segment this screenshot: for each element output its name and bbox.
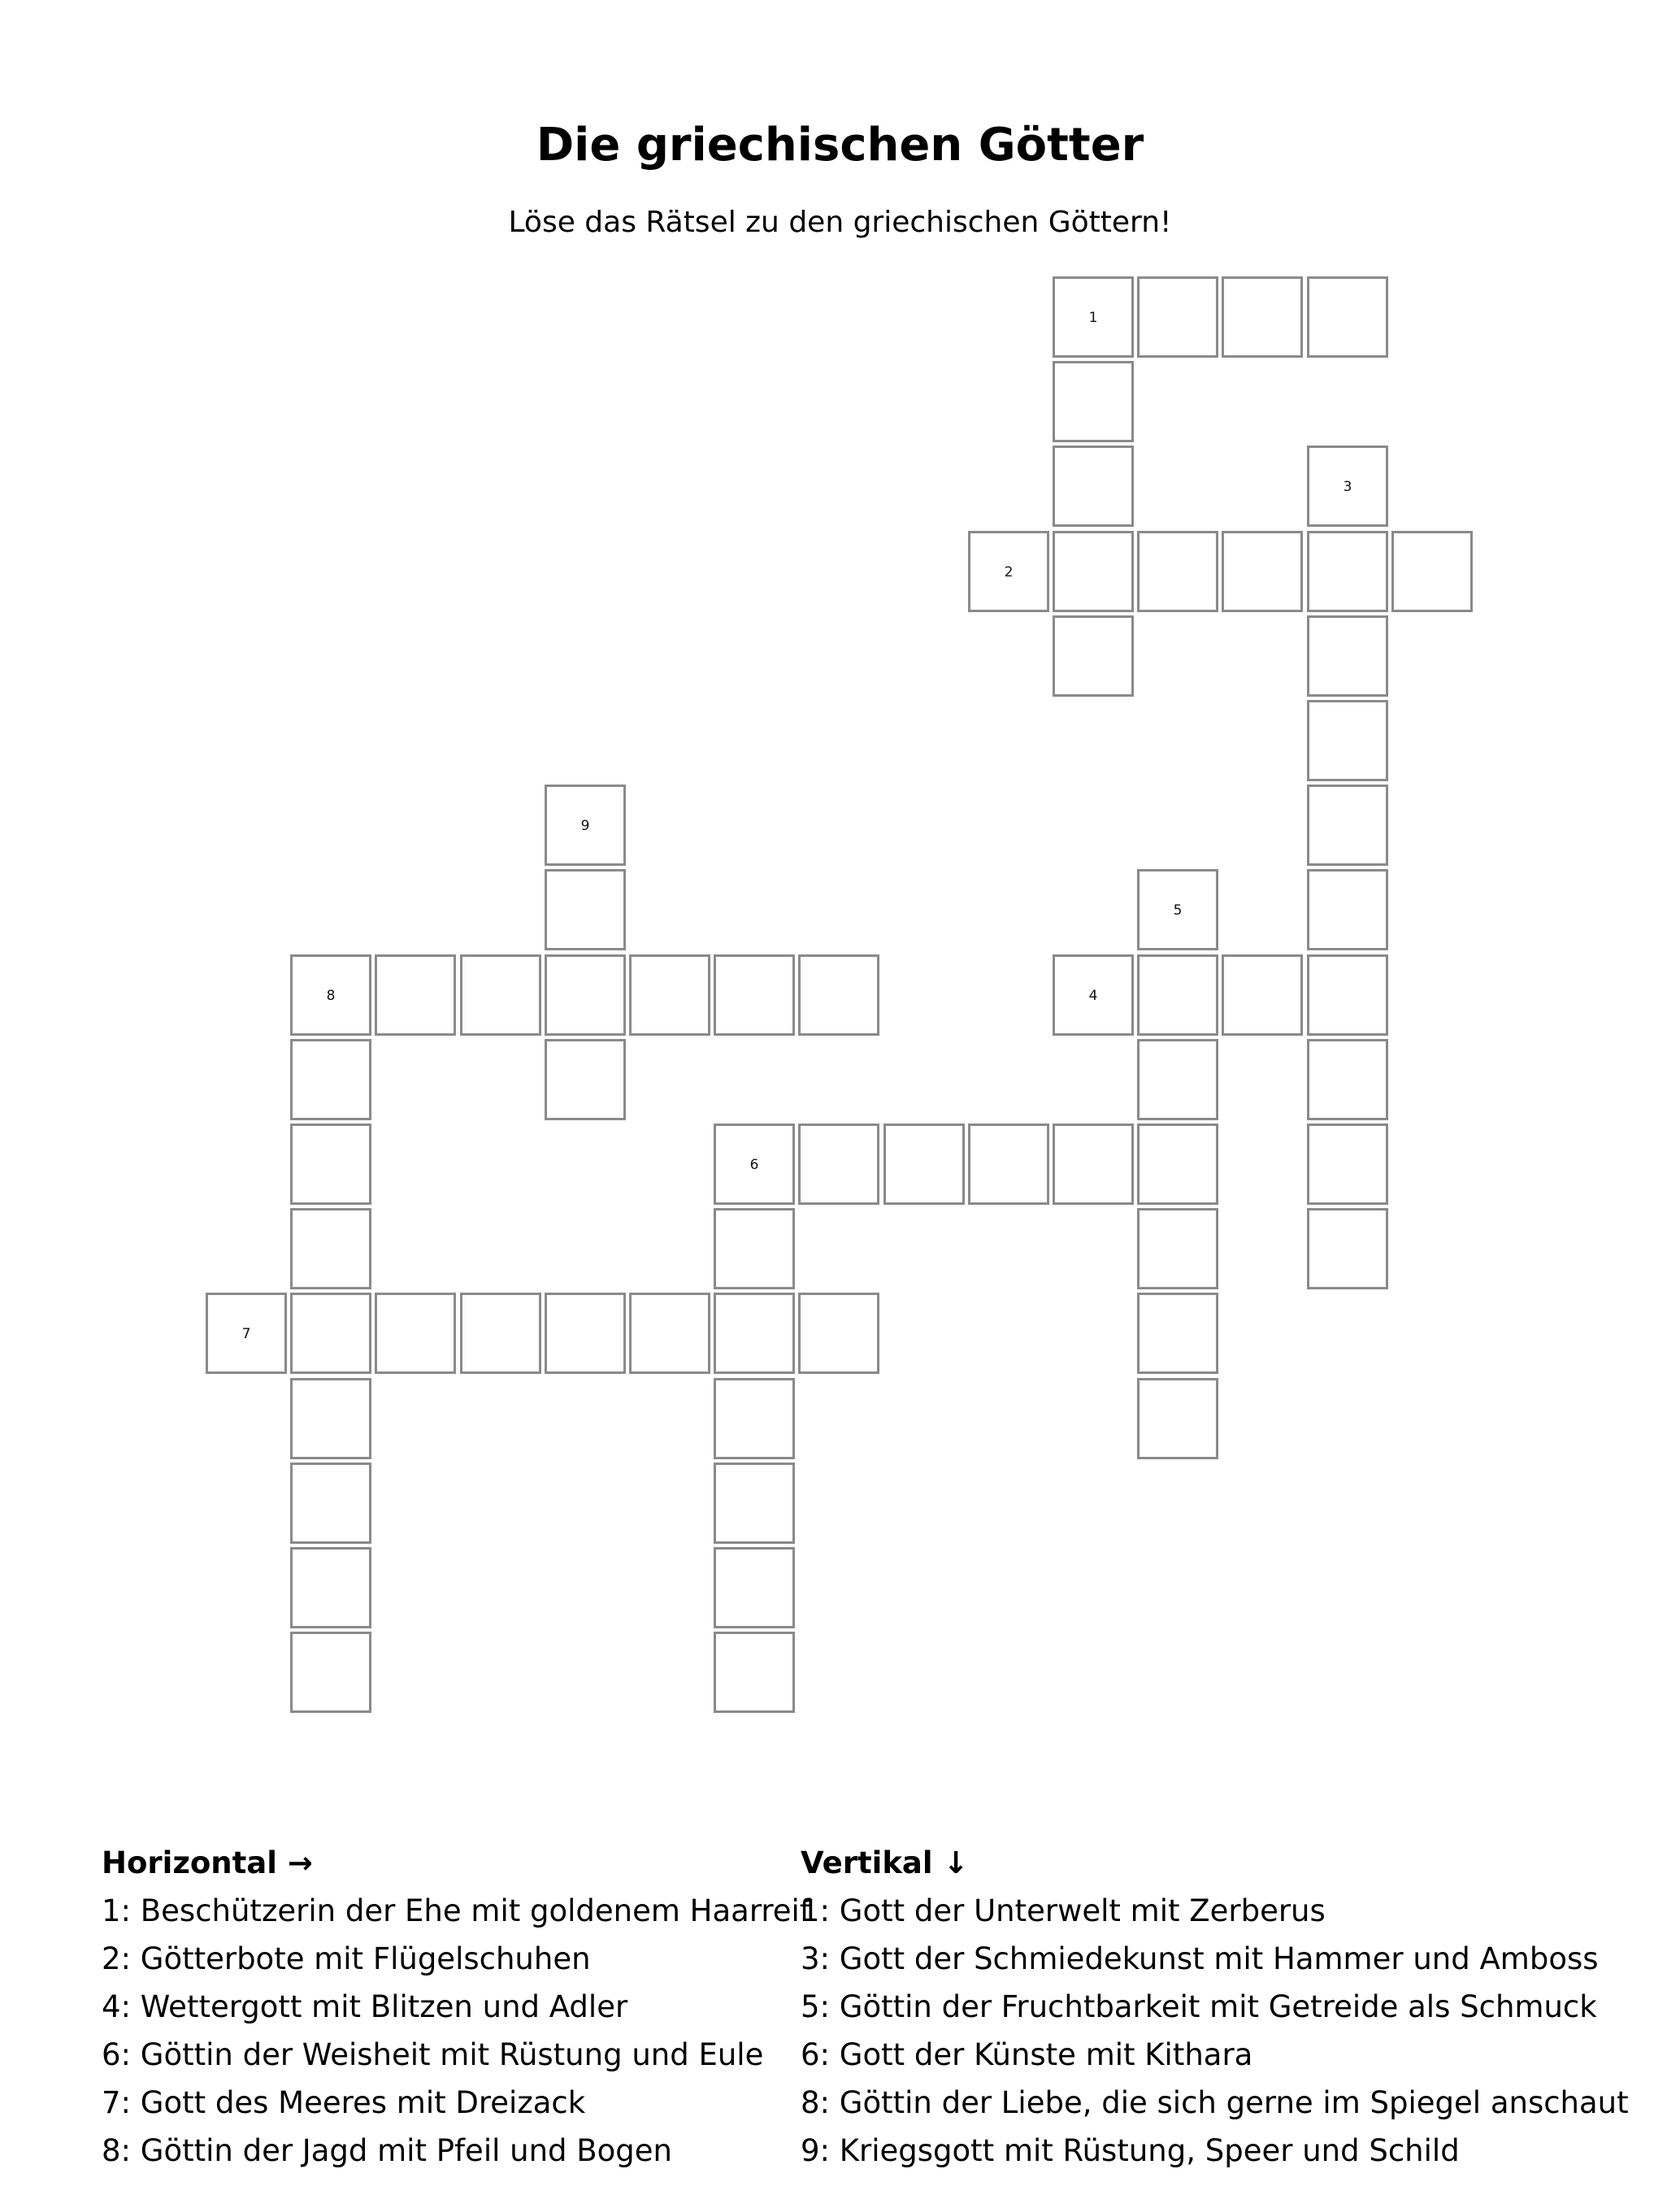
clue-number: 7 xyxy=(241,1326,251,1342)
crossword-cell-8[interactable] xyxy=(290,954,371,1036)
clue-vertical-5: 5: Göttin der Fruchtbarkeit mit Getreide als Schmuck xyxy=(801,1989,1597,2024)
crossword-cell[interactable] xyxy=(798,1124,879,1205)
clues-vertical-heading: Vertikal ↓ xyxy=(801,1845,969,1880)
crossword-cell[interactable] xyxy=(629,1293,710,1374)
clue-number: 4 xyxy=(1088,988,1098,1004)
clue-vertical-3: 3: Gott der Schmiedekunst mit Hammer und Amboss xyxy=(801,1941,1599,1976)
crossword-cell[interactable] xyxy=(290,1208,371,1289)
crossword-cell[interactable] xyxy=(1137,531,1218,612)
crossword-cell[interactable] xyxy=(1391,531,1473,612)
crossword-cell[interactable] xyxy=(1137,1293,1218,1374)
clue-number: 3 xyxy=(1343,479,1352,495)
crossword-cell-1[interactable] xyxy=(1053,276,1134,358)
crossword-cell[interactable] xyxy=(545,1293,626,1374)
crossword-cell-2[interactable] xyxy=(968,531,1049,612)
crossword-cell[interactable] xyxy=(798,954,879,1036)
crossword-cell[interactable] xyxy=(1137,1208,1218,1289)
clue-horizontal-1: 1: Beschützerin der Ehe mit goldenem Haarreif xyxy=(102,1893,810,1928)
crossword-cell[interactable] xyxy=(1137,954,1218,1036)
crossword-cell[interactable] xyxy=(1307,615,1388,697)
crossword-cell[interactable] xyxy=(290,1463,371,1544)
crossword-cell-7[interactable] xyxy=(206,1293,287,1374)
crossword-cell[interactable] xyxy=(290,1124,371,1205)
clues-vertical-section xyxy=(801,1839,1662,2175)
crossword-cell[interactable] xyxy=(1053,1124,1134,1205)
crossword-cell[interactable] xyxy=(798,1293,879,1374)
crossword-cell[interactable] xyxy=(714,1378,795,1459)
crossword-cell[interactable] xyxy=(545,1039,626,1120)
crossword-cell[interactable] xyxy=(883,1124,965,1205)
clue-number: 2 xyxy=(1004,564,1014,580)
crossword-cell[interactable] xyxy=(460,954,541,1036)
crossword-cell[interactable] xyxy=(968,1124,1049,1205)
clues-horizontal-section xyxy=(102,1839,810,2175)
crossword-cell[interactable] xyxy=(1053,531,1134,612)
crossword-cell[interactable] xyxy=(375,954,456,1036)
crossword-cell[interactable] xyxy=(1222,531,1303,612)
clue-horizontal-7: 7: Gott des Meeres mit Dreizack xyxy=(102,2085,586,2120)
crossword-cell[interactable] xyxy=(1307,954,1388,1036)
crossword-cell[interactable] xyxy=(714,1632,795,1713)
crossword-cell[interactable] xyxy=(1307,1124,1388,1205)
crossword-cell-5[interactable] xyxy=(1137,869,1218,950)
crossword-cell[interactable] xyxy=(1053,615,1134,697)
crossword-cell[interactable] xyxy=(1053,361,1134,442)
crossword-cell[interactable] xyxy=(1307,869,1388,950)
crossword-cell[interactable] xyxy=(1307,785,1388,866)
clue-horizontal-2: 2: Götterbote mit Flügelschuhen xyxy=(102,1941,591,1976)
clue-number: 9 xyxy=(580,818,590,834)
clue-horizontal-6: 6: Göttin der Weisheit mit Rüstung und Eule xyxy=(102,2037,764,2072)
crossword-cell[interactable] xyxy=(714,1547,795,1628)
clue-vertical-9: 9: Kriegsgott mit Rüstung, Speer und Schild xyxy=(801,2133,1460,2168)
page-subtitle: Löse das Rätsel zu den griechischen Göttern! xyxy=(508,206,1172,239)
crossword-cell[interactable] xyxy=(714,1208,795,1289)
crossword-cell[interactable] xyxy=(714,1293,795,1374)
crossword-cell[interactable] xyxy=(290,1039,371,1120)
crossword-cell[interactable] xyxy=(714,1463,795,1544)
crossword-cell[interactable] xyxy=(714,954,795,1036)
clue-number: 5 xyxy=(1173,902,1183,919)
crossword-cell[interactable] xyxy=(290,1378,371,1459)
crossword-cell[interactable] xyxy=(1053,446,1134,527)
crossword-cell[interactable] xyxy=(1137,1039,1218,1120)
crossword-cell-3[interactable] xyxy=(1307,446,1388,527)
crossword-cell[interactable] xyxy=(1307,1208,1388,1289)
clue-number: 8 xyxy=(326,988,336,1004)
crossword-cell[interactable] xyxy=(290,1632,371,1713)
page-title: Die griechischen Götter xyxy=(536,119,1144,172)
clue-horizontal-8: 8: Göttin der Jagd mit Pfeil und Bogen xyxy=(102,2133,673,2168)
crossword-cell[interactable] xyxy=(1137,1124,1218,1205)
crossword-cell[interactable] xyxy=(1222,954,1303,1036)
crossword-cell-9[interactable] xyxy=(545,785,626,866)
crossword-cell[interactable] xyxy=(1137,1378,1218,1459)
crossword-cell[interactable] xyxy=(290,1293,371,1374)
crossword-cell[interactable] xyxy=(1137,276,1218,358)
crossword-cell[interactable] xyxy=(1222,276,1303,358)
clues-horizontal-heading: Horizontal → xyxy=(102,1845,313,1880)
crossword-cell[interactable] xyxy=(545,954,626,1036)
crossword-cell[interactable] xyxy=(545,869,626,950)
crossword-cell[interactable] xyxy=(290,1547,371,1628)
crossword-cell-6[interactable] xyxy=(714,1124,795,1205)
crossword-cell[interactable] xyxy=(1307,1039,1388,1120)
clue-horizontal-4: 4: Wettergott mit Blitzen und Adler xyxy=(102,1989,628,2024)
clue-number: 1 xyxy=(1088,310,1098,326)
crossword-cell[interactable] xyxy=(629,954,710,1036)
crossword-cell[interactable] xyxy=(1307,700,1388,781)
crossword-cell-4[interactable] xyxy=(1053,954,1134,1036)
crossword-cell[interactable] xyxy=(460,1293,541,1374)
clue-number: 6 xyxy=(749,1157,759,1173)
crossword-cell[interactable] xyxy=(1307,276,1388,358)
clue-vertical-8: 8: Göttin der Liebe, die sich gerne im Spiegel anschaut xyxy=(801,2085,1629,2120)
crossword-cell[interactable] xyxy=(1307,531,1388,612)
crossword-cell[interactable] xyxy=(375,1293,456,1374)
clue-vertical-6: 6: Gott der Künste mit Kithara xyxy=(801,2037,1253,2072)
clue-vertical-1: 1: Gott der Unterwelt mit Zerberus xyxy=(801,1893,1326,1928)
